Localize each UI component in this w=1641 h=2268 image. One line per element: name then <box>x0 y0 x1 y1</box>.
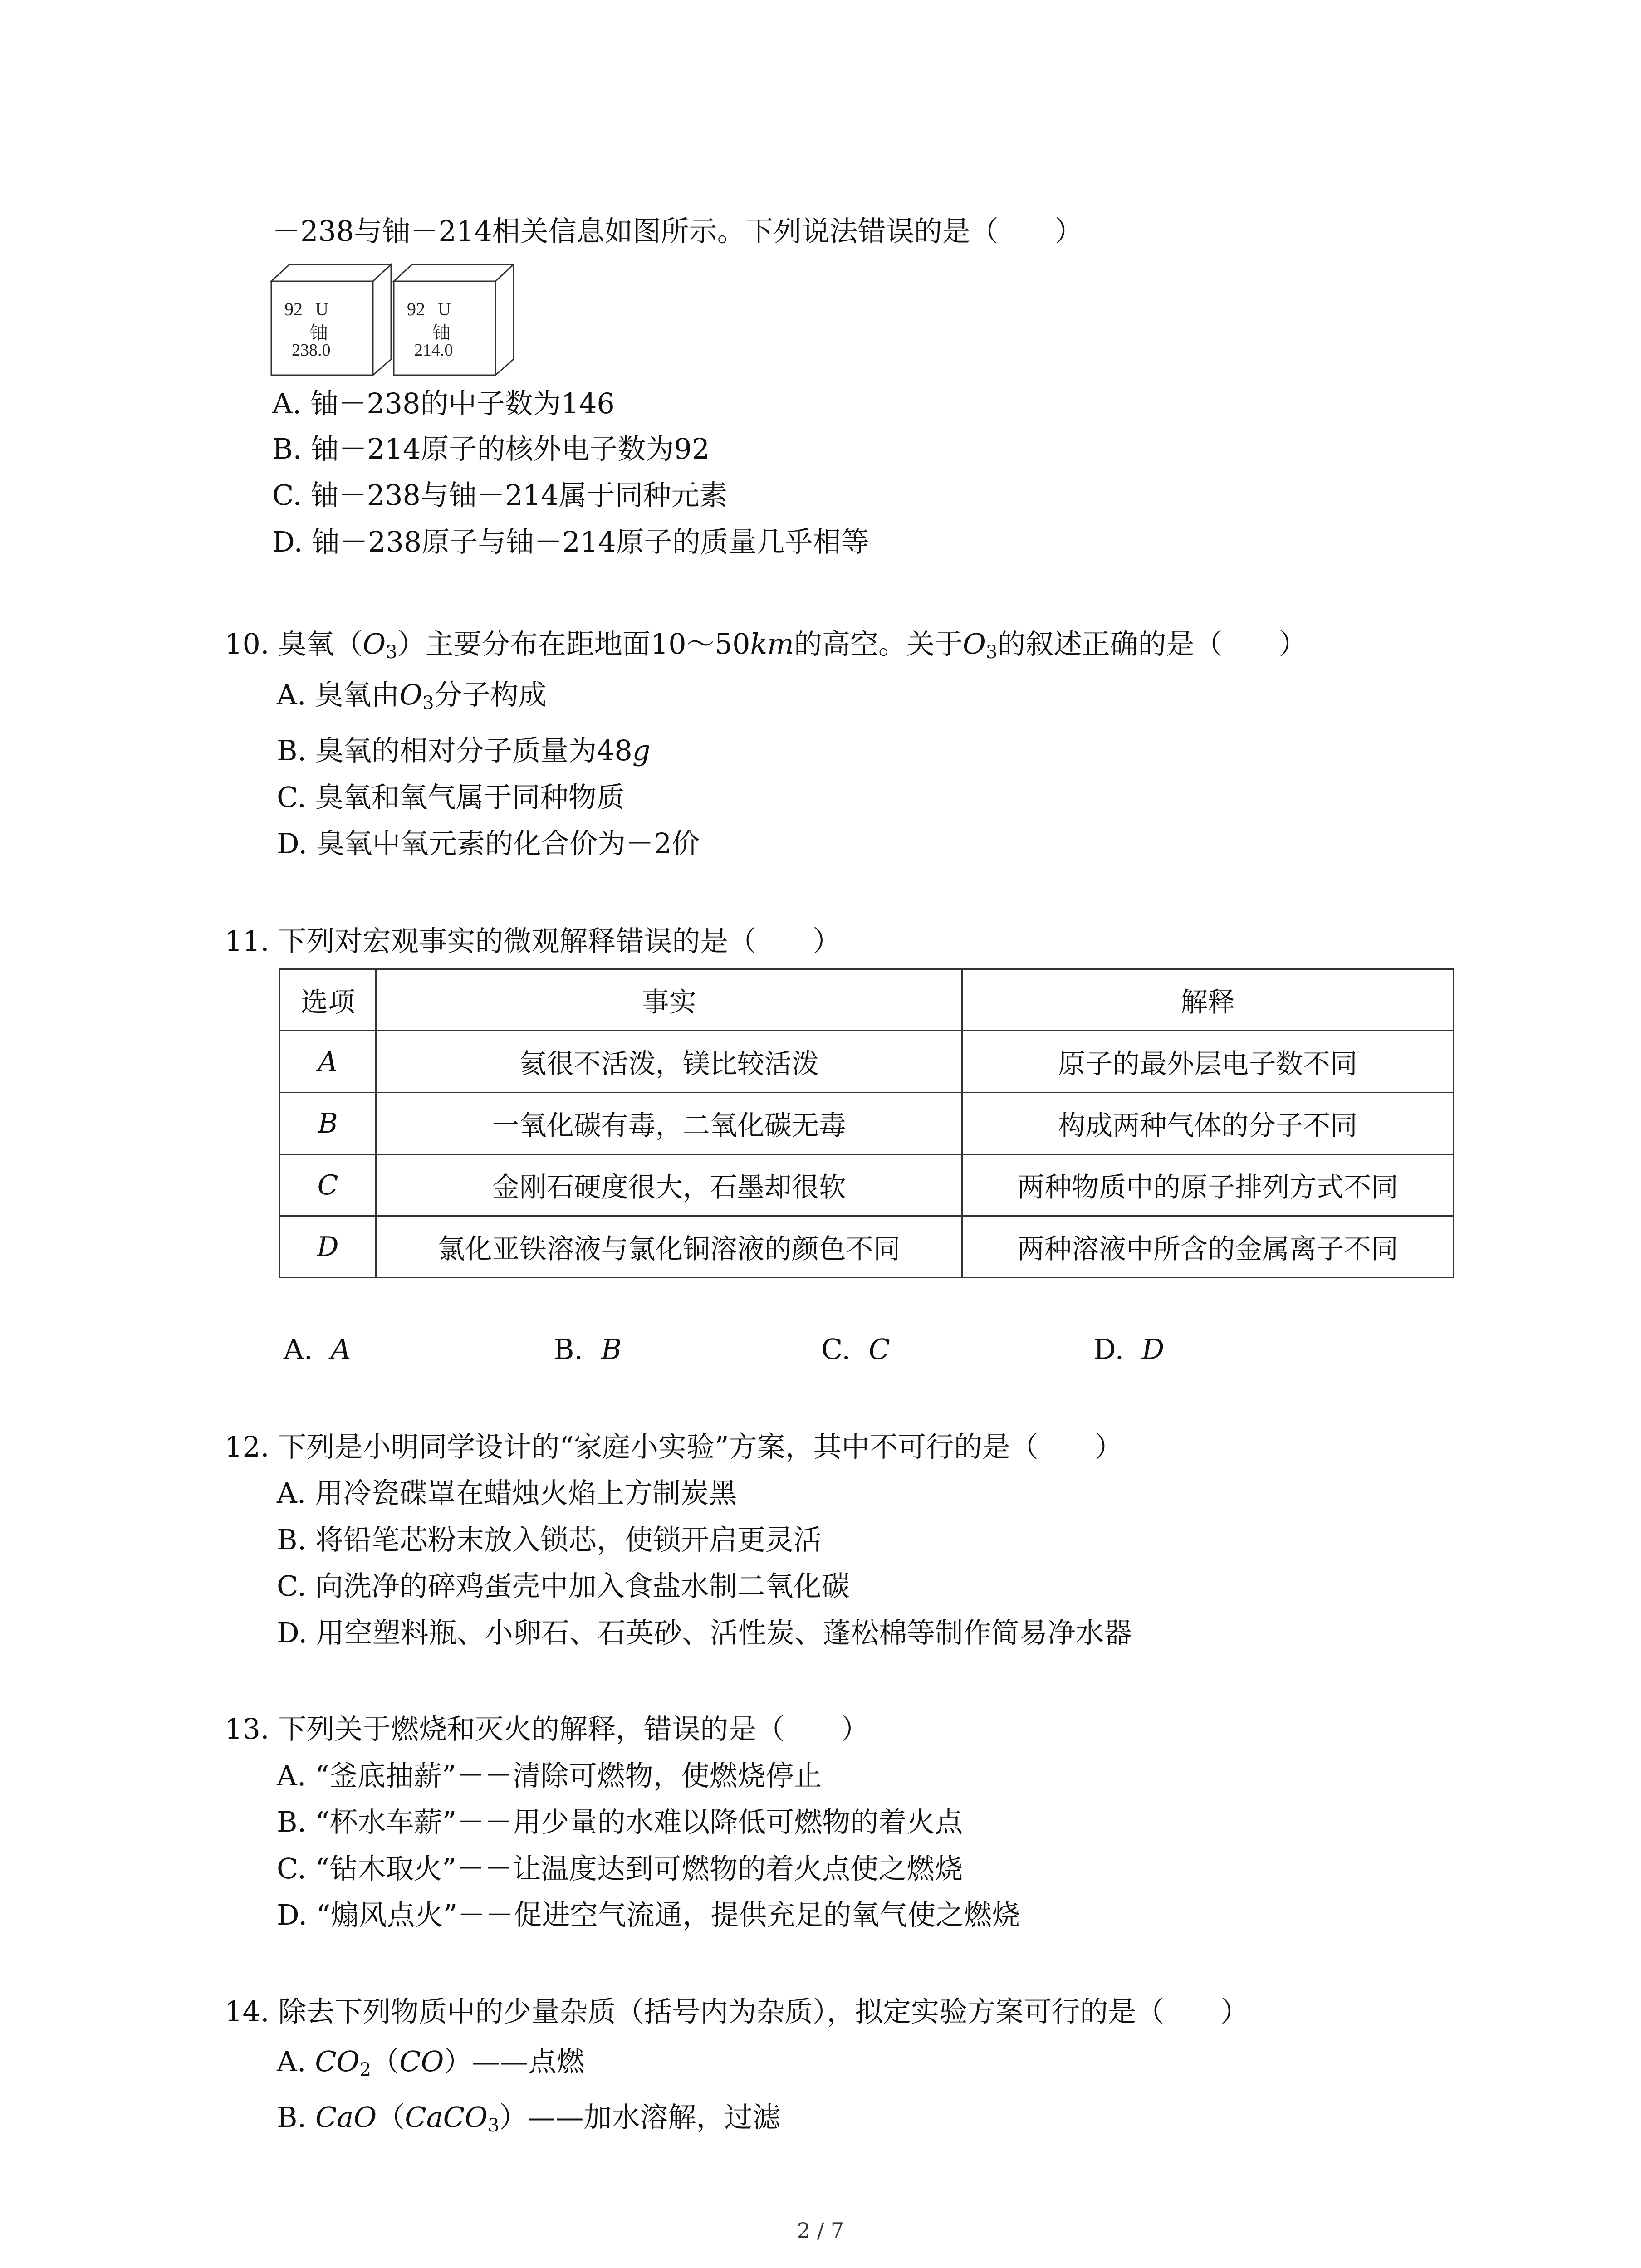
header-option: 选项 <box>280 969 376 1031</box>
q9-stem: －238与铀－214相关信息如图所示。下列说法错误的是（ ） <box>272 215 1083 248</box>
element-symbol: U <box>438 299 451 319</box>
table-header-row <box>280 969 1454 1031</box>
q10-option-c: C. 臭氧和氧气属于同种物质 <box>277 781 625 814</box>
q13-option-b: B. “杯水车薪”－－用少量的水难以降低可燃物的着火点 <box>277 1805 963 1838</box>
q9-option-a: A. 铀－238的中子数为146 <box>272 387 615 420</box>
q11-stem: 11. 下列对宏观事实的微观解释错误的是（ ） <box>225 924 841 958</box>
q12-option-a: A. 用冷瓷碟罩在蜡烛火焰上方制炭黑 <box>277 1476 737 1510</box>
q12-option-b: B. 将铅笔芯粉末放入锁芯，使锁开启更灵活 <box>277 1523 822 1556</box>
q13-option-c: C. “钻木取火”－－让温度达到可燃物的着火点使之燃烧 <box>277 1852 963 1885</box>
table-row: A 氦很不活泼，镁比较活泼 原子的最外层电子数不同 <box>280 1031 1454 1093</box>
q11-answer-d: D. D <box>1093 1333 1165 1366</box>
q9-option-b: B. 铀－214原子的核外电子数为92 <box>272 432 710 465</box>
atomic-number: 92 <box>407 299 425 319</box>
q14-option-a: A. $CO_2(CO)——$点燃 <box>277 2045 585 2081</box>
q10-stem: 10. 臭氧$(O_3)$主要分布在距地面10～50km的高空。关于$O_3$的叙述正确的是（ ） <box>225 627 1307 663</box>
q11-table <box>279 968 1454 1278</box>
element-cell-u214 <box>392 263 515 376</box>
q10-option-d: D. 臭氧中氧元素的化合价为－2价 <box>277 827 700 860</box>
table-row: B 一氧化碳有毒，二氧化碳无毒 构成两种气体的分子不同 <box>280 1093 1454 1154</box>
q9-option-d: D. 铀－238原子与铀－214原子的质量几乎相等 <box>272 525 869 558</box>
q11-answer-c: C. C <box>821 1333 890 1366</box>
table-row: D 氯化亚铁溶液与氯化铜溶液的颜色不同 两种溶液中所含的金属离子不同 <box>280 1216 1454 1278</box>
header-fact: 事实 <box>376 969 962 1031</box>
page-number: 2 / 7 <box>797 2218 844 2243</box>
q12-option-c: C. 向洗净的碎鸡蛋壳中加入食盐水制二氧化碳 <box>277 1569 850 1603</box>
q11-answer-a: A. A <box>284 1333 351 1366</box>
atomic-number: 92 <box>284 299 303 319</box>
q10-option-a: A. 臭氧由$O_3$分子构成 <box>277 678 547 714</box>
q13-stem: 13. 下列关于燃烧和灭火的解释，错误的是（ ） <box>225 1712 869 1745</box>
element-symbol: U <box>315 299 328 319</box>
element-cell-u238 <box>270 263 392 376</box>
q11-answer-b: B. B <box>554 1333 622 1366</box>
element-name: 铀 <box>432 323 451 343</box>
q14-option-b: B. CaO（CaCO$_3$）——加水溶解，过滤 <box>277 2101 781 2136</box>
table-row: C 金刚石硬度很大，石墨却很软 两种物质中的原子排列方式不同 <box>280 1154 1454 1216</box>
q12-stem: 12. 下列是小明同学设计的“家庭小实验”方案，其中不可行的是（ ） <box>225 1430 1123 1463</box>
element-name: 铀 <box>310 323 328 343</box>
q14-stem: 14. 除去下列物质中的少量杂质（括号内为杂质），拟定实验方案可行的是（ ） <box>225 1995 1249 2028</box>
header-explanation: 解释 <box>962 969 1454 1031</box>
q13-option-a: A. “釜底抽薪”－－清除可燃物，使燃烧停止 <box>277 1759 822 1792</box>
atomic-mass: 238.0 <box>292 341 331 360</box>
q9-option-c: C. 铀－238与铀－214属于同种元素 <box>272 479 728 512</box>
atomic-mass: 214.0 <box>414 341 453 360</box>
q13-option-d: D. “煽风点火”－－促进空气流通，提供充足的氧气使之燃烧 <box>277 1898 1020 1931</box>
q12-option-d: D. 用空塑料瓶、小卵石、石英砂、活性炭、蓬松棉等制作简易净水器 <box>277 1616 1132 1649</box>
q10-option-b: B. 臭氧的相对分子质量为48g <box>277 734 651 767</box>
